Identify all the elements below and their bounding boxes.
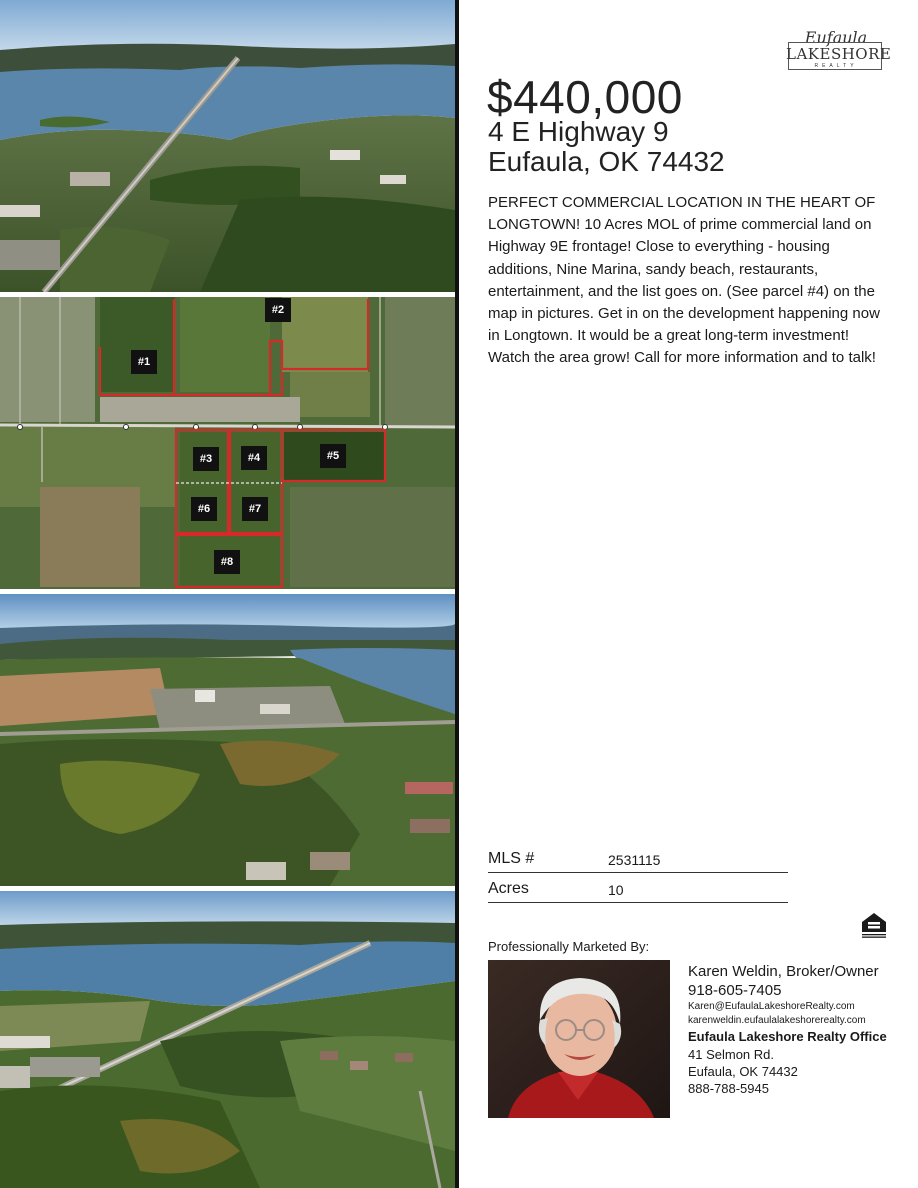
brand-logo [786, 28, 892, 74]
office-street: 41 Selmon Rd. [688, 1047, 774, 1062]
listing-price: $440,000 [487, 71, 683, 123]
photo-column [0, 0, 458, 1188]
column-divider [455, 0, 459, 1188]
office-city: Eufaula, OK 74432 [688, 1064, 798, 1079]
parcel-label: #3 [193, 447, 219, 471]
parcel-label: #4 [241, 446, 267, 470]
agent-name: Karen Weldin, Broker/Owner [688, 963, 879, 980]
parcel-labels [0, 297, 455, 589]
logo-main-text: LAKESHORE [786, 45, 892, 63]
parcel-label: #8 [214, 550, 240, 574]
parcel-label: #6 [191, 497, 217, 521]
aerial-photo-field[interactable] [0, 594, 455, 886]
parcel-label: #7 [242, 497, 268, 521]
marketed-by-label: Professionally Marketed By: [488, 939, 650, 954]
aerial-photo-bridge[interactable] [0, 0, 455, 292]
address-line-1: 4 E Highway 9 [488, 116, 669, 147]
agent-headshot [488, 960, 670, 1118]
parcel-label: #5 [320, 444, 346, 468]
parcel-label: #1 [131, 350, 157, 374]
office-phone[interactable]: 888-788-5945 [688, 1081, 769, 1096]
spec-row-mls [488, 848, 788, 873]
acres-value: 10 [608, 882, 624, 898]
logo-script-text: Eufaula [804, 28, 868, 47]
mls-label: MLS # [488, 850, 535, 867]
spec-row-acres [488, 878, 788, 903]
agent-website-link[interactable]: karenweldin.eufaulalakeshorerealty.com [688, 1015, 866, 1026]
agent-email-link[interactable]: Karen@EufaulaLakeshoreRealty.com [688, 1001, 855, 1012]
parcel-label: #2 [265, 298, 291, 322]
listing-description: PERFECT COMMERCIAL LOCATION IN THE HEART OF LONGTOWN! 10 Acres MOL of prime commercial land on Highway 9E frontage! Close to everything - housing additions, Nine Marina, sandy beach, restaurants, entertainment, and the list goes on. (See parcel #4) on the map in pictures. Get in on the development happening now in Longtown. It would be a great long-term investment! Watch the area grow! Call for more information and to talk! [488, 194, 880, 367]
mls-value: 2531115 [608, 852, 661, 868]
aerial-photo-lake[interactable] [0, 891, 455, 1188]
acres-label: Acres [488, 880, 529, 897]
office-name: Eufaula Lakeshore Realty Office [688, 1029, 887, 1044]
agent-contact-block [688, 962, 908, 1097]
agent-phone[interactable]: 918-605-7405 [688, 982, 782, 999]
address-line-2: Eufaula, OK 74432 [488, 146, 725, 177]
logo-sub-text: REALTY [814, 63, 858, 69]
equal-housing-opportunity-icon [859, 910, 889, 940]
